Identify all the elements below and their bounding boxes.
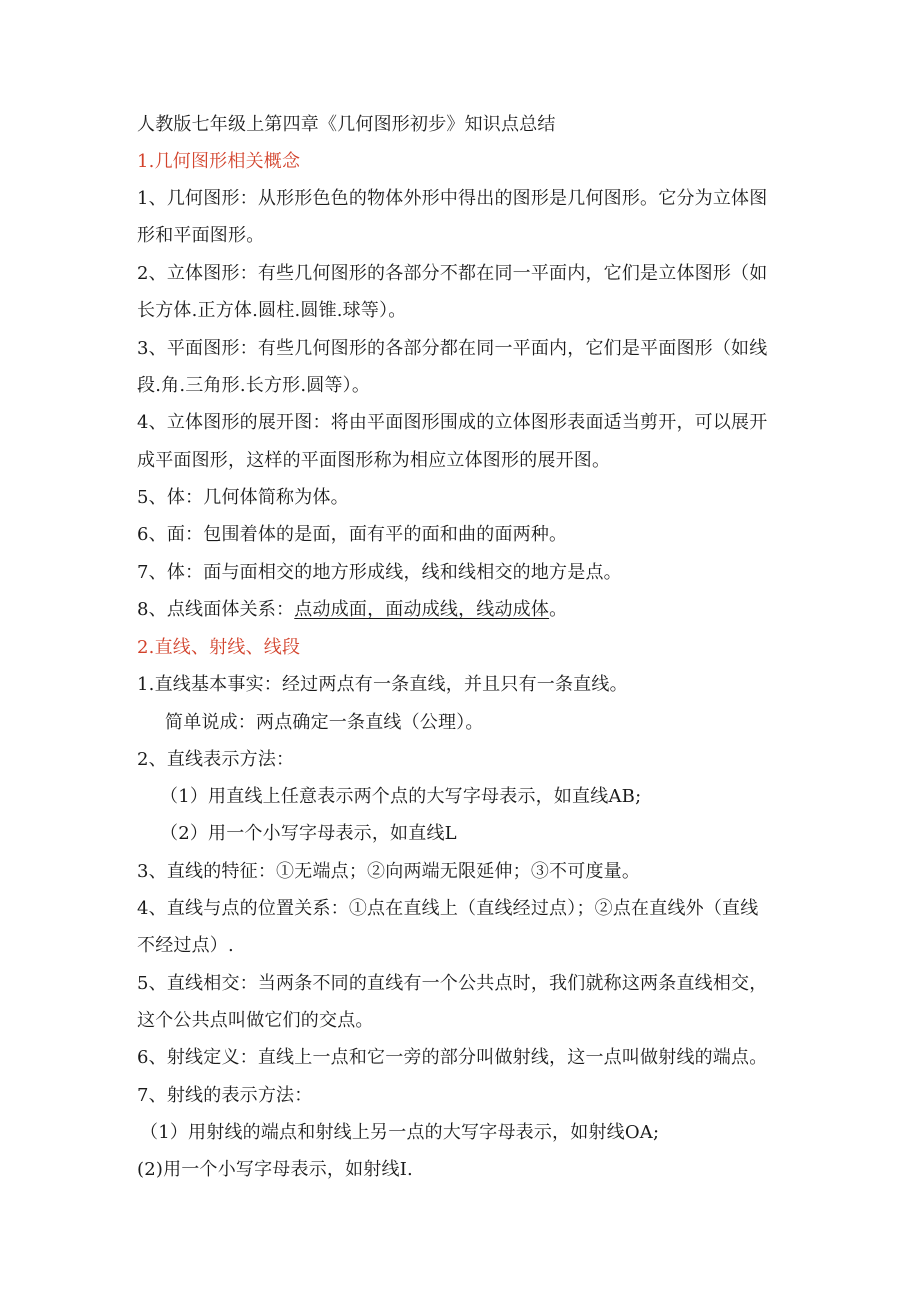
item-line-intersection-line2: 这个公共点叫做它们的交点。 <box>137 1010 374 1031</box>
item-ray-notation-sub2: (2)用一个小写字母表示，如射线I. <box>137 1159 413 1180</box>
item-surface: 6、面：包围着体的是面，面有平的面和曲的面两种。 <box>137 524 568 545</box>
relation-prefix: 8、点线面体关系： <box>137 599 295 620</box>
item-line-point-position-line2: 不经过点）. <box>137 935 234 956</box>
relation-underlined-text: 点动成面，面动成线，线动成体 <box>294 599 550 620</box>
item-geometric-figure-line2: 形和平面图形。 <box>137 225 265 246</box>
section-heading-geometric-concepts: 1.几何图形相关概念 <box>137 151 301 172</box>
document-title: 人教版七年级上第四章《几何图形初步》知识点总结 <box>137 114 556 135</box>
item-line-axiom-note: 简单说成：两点确定一条直线（公理）。 <box>165 712 484 733</box>
item-line-features: 3、直线的特征：①无端点；②向两端无限延伸；③不可度量。 <box>137 861 641 882</box>
item-ray-notation: 7、射线的表示方法： <box>137 1085 313 1106</box>
item-solid-figure-line2: 长方体.正方体.圆柱.圆锥.球等）。 <box>137 300 407 321</box>
item-ray-definition: 6、射线定义：直线上一点和它一旁的部分叫做射线，这一点叫做射线的端点。 <box>137 1047 768 1068</box>
item-ray-notation-sub1: （1）用射线的端点和射线上另一点的大写字母表示，如射线OA; <box>140 1122 660 1143</box>
item-line-point: 7、体：面与面相交的地方形成线，线和线相交的地方是点。 <box>137 562 622 583</box>
item-plane-figure-line1: 3、平面图形：有些几何图形的各部分都在同一平面内，它们是平面图形（如线 <box>137 338 768 359</box>
item-line-axiom: 1.直线基本事实：经过两点有一条直线，并且只有一条直线。 <box>137 674 628 695</box>
section-heading-lines-rays-segments: 2.直线、射线、线段 <box>137 637 301 658</box>
item-net-line2: 成平面图形，这样的平面图形称为相应立体图形的展开图。 <box>137 450 611 471</box>
item-line-notation: 2、直线表示方法： <box>137 749 295 770</box>
item-geometric-figure-line1: 1、几何图形：从形形色色的物体外形中得出的图形是几何图形。它分为立体图 <box>137 188 768 209</box>
item-line-notation-sub1: （1）用直线上任意表示两个点的大写字母表示，如直线AB; <box>160 786 642 807</box>
item-line-point-position-line1: 4、直线与点的位置关系：①点在直线上（直线经过点）；②点在直线外（直线 <box>137 898 759 919</box>
item-line-notation-sub2: （2）用一个小写字母表示，如直线L <box>160 823 457 844</box>
item-line-intersection-line1: 5、直线相交：当两条不同的直线有一个公共点时，我们就称这两条直线相交， <box>137 973 768 994</box>
item-point-line-surface-relation <box>137 598 567 622</box>
relation-suffix: 。 <box>549 599 568 620</box>
item-solid-figure-line1: 2、立体图形：有些几何图形的各部分不都在同一平面内，它们是立体图形（如 <box>137 263 768 284</box>
item-net-line1: 4、立体图形的展开图：将由平面图形围成的立体图形表面适当剪开，可以展开 <box>137 412 768 433</box>
item-plane-figure-line2: 段.角.三角形.长方形.圆等）。 <box>137 375 371 396</box>
item-solid-body: 5、体：几何体简称为体。 <box>137 487 349 508</box>
